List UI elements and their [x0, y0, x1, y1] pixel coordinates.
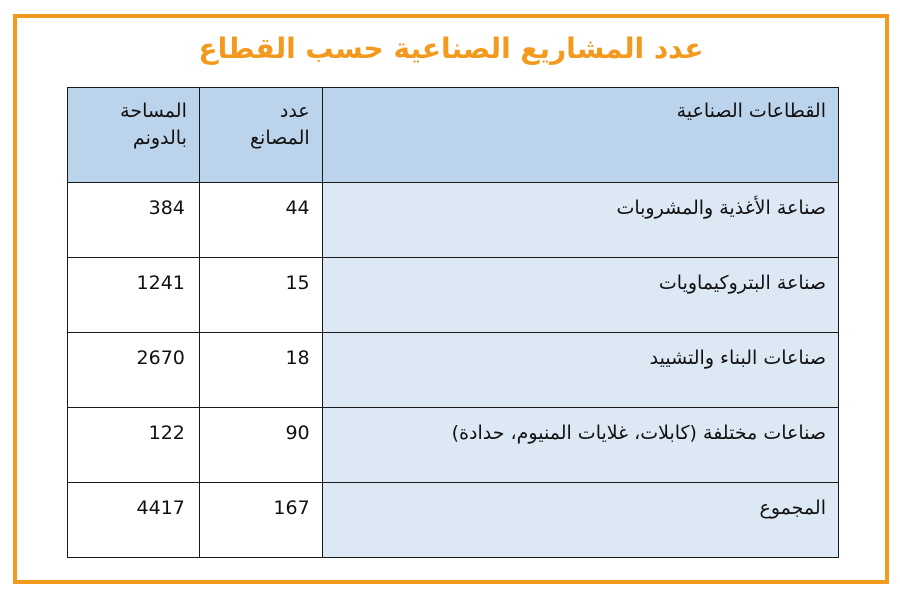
table-title: عدد المشاريع الصناعية حسب القطاع: [198, 32, 704, 65]
table-row-total: [68, 483, 839, 558]
total-factory-count-cell: 167: [199, 483, 322, 558]
factory-count-cell: 15: [199, 258, 322, 333]
header-factory-count: [199, 88, 322, 183]
area-cell: 2670: [68, 333, 200, 408]
table-header-row: [68, 88, 839, 183]
area-cell: 384: [68, 183, 200, 258]
header-area: [68, 88, 200, 183]
total-label-cell: المجموع: [322, 483, 838, 558]
sector-cell: صناعات مختلفة (كابلات، غلايات المنيوم، حدادة): [322, 408, 838, 483]
sector-table: [67, 87, 839, 558]
header-area-text: المساحة بالدونم: [120, 100, 187, 149]
total-area-cell: 4417: [68, 483, 200, 558]
factory-count-cell: 18: [199, 333, 322, 408]
factory-count-cell: 44: [199, 183, 322, 258]
table-frame: [13, 14, 889, 584]
factory-count-cell: 90: [199, 408, 322, 483]
header-sectors: القطاعات الصناعية: [322, 88, 838, 183]
table-row: [68, 408, 839, 483]
table-row: [68, 333, 839, 408]
area-cell: 1241: [68, 258, 200, 333]
sector-cell: صناعات البناء والتشييد: [322, 333, 838, 408]
area-cell: 122: [68, 408, 200, 483]
table-row: [68, 258, 839, 333]
sector-cell: صناعة الأغذية والمشروبات: [322, 183, 838, 258]
sector-cell: صناعة البتروكيماويات: [322, 258, 838, 333]
header-factory-count-text: عدد المصانع: [249, 100, 310, 149]
table-row: [68, 183, 839, 258]
